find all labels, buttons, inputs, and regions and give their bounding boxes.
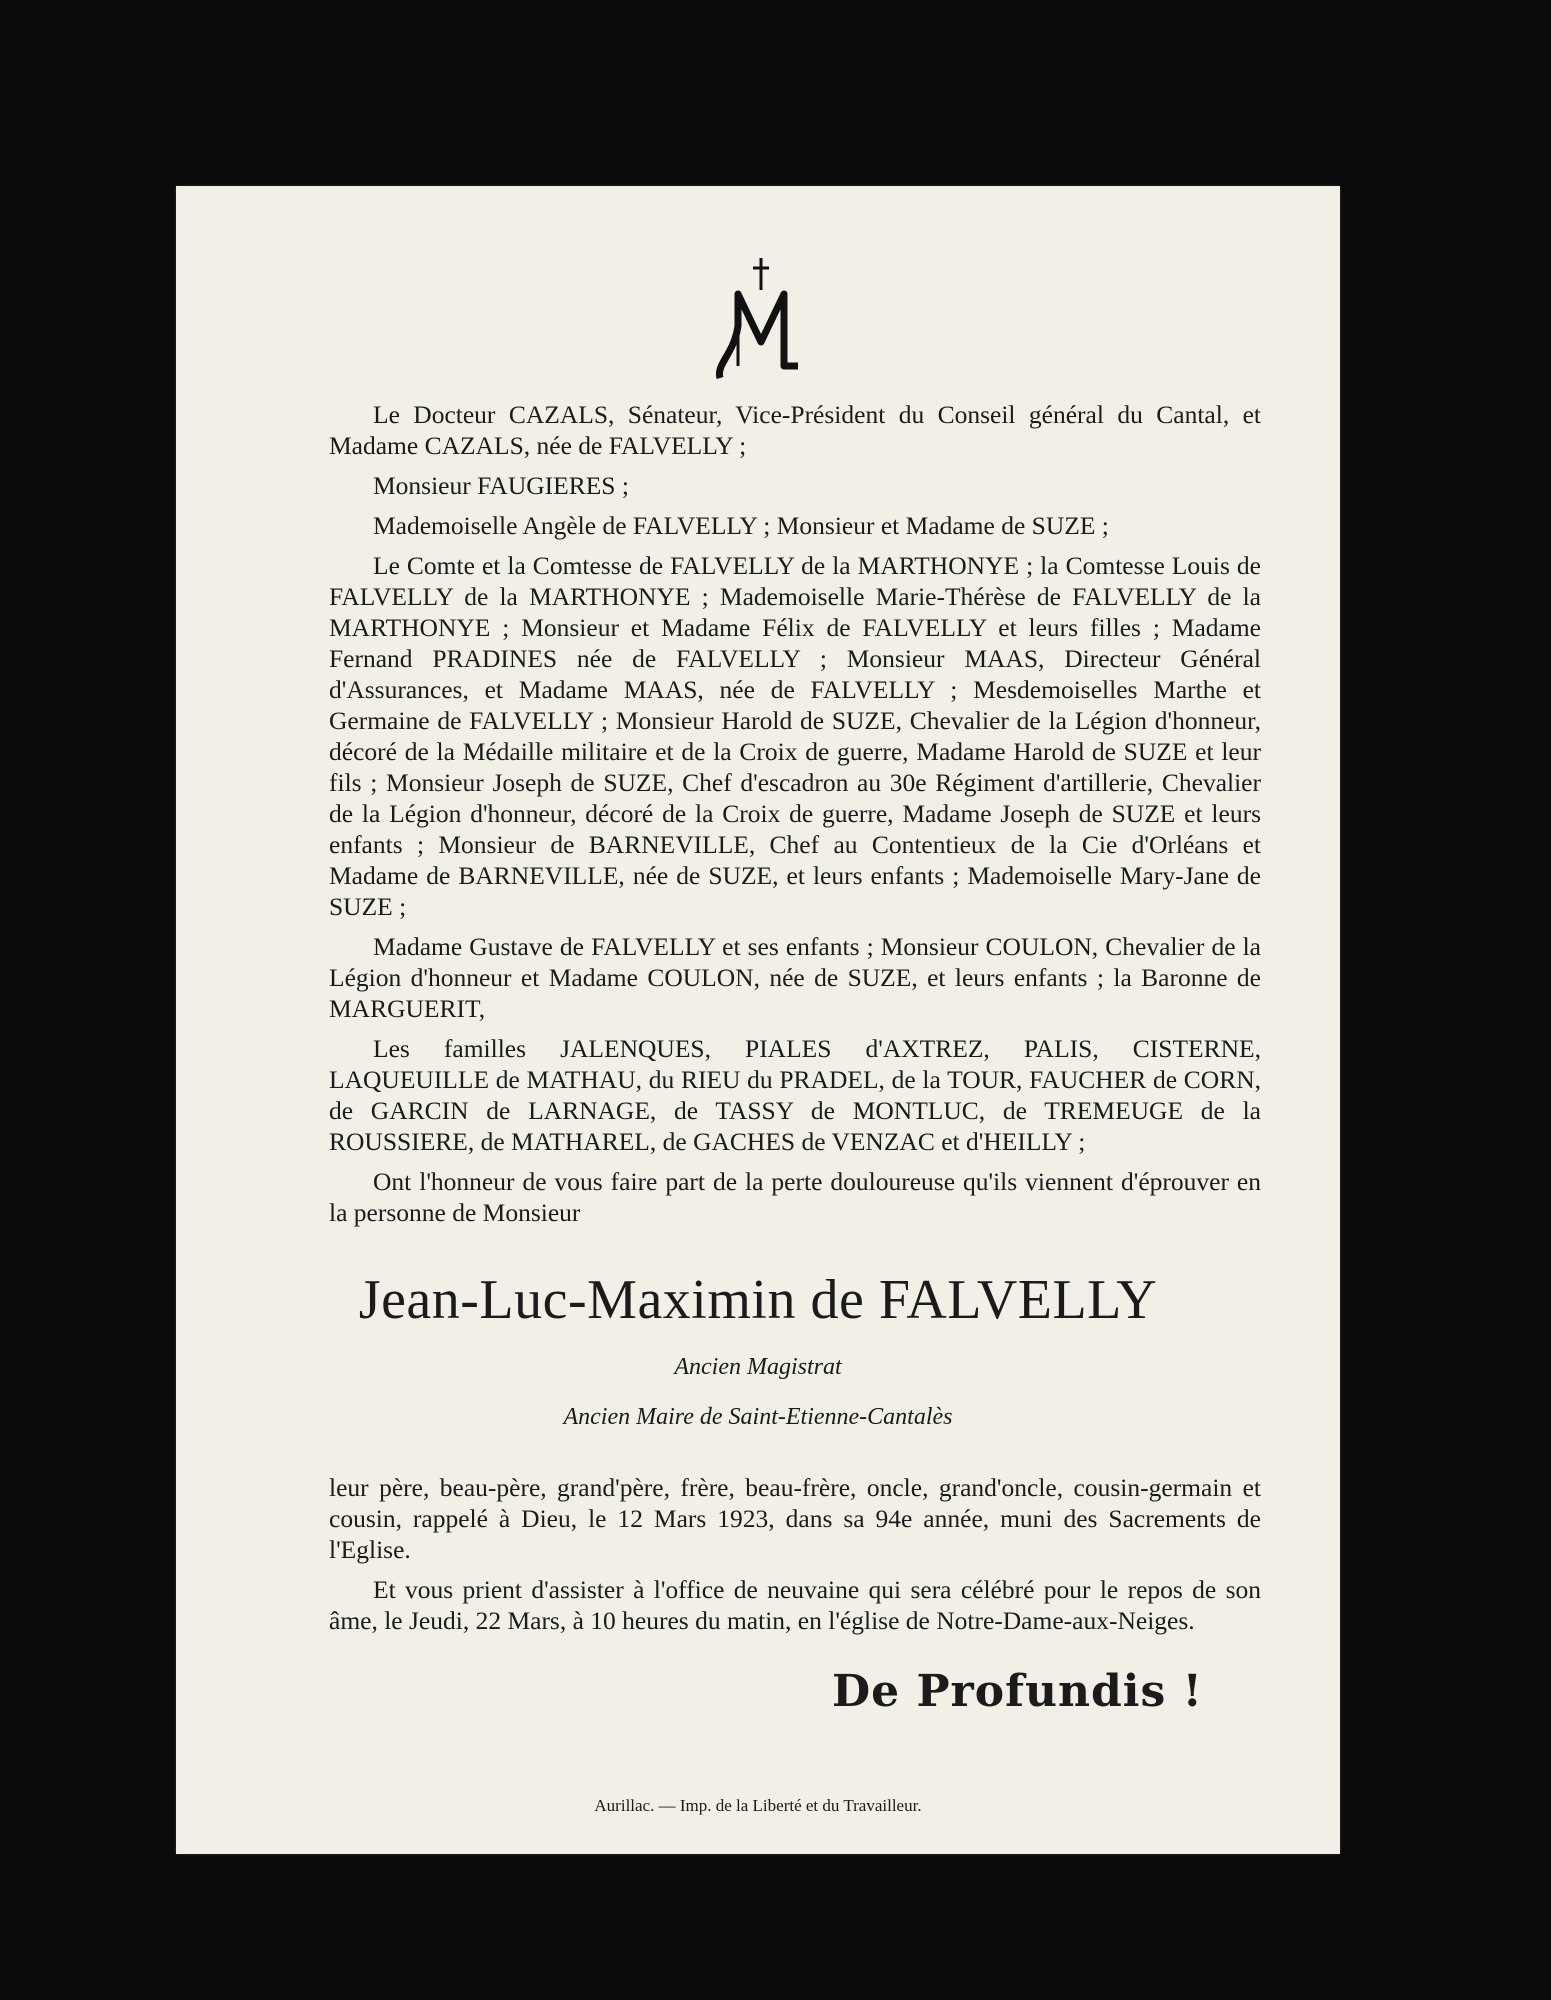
closing-de-profundis: De Profundis ! bbox=[832, 1666, 1203, 1717]
printer-credit: Aurillac. — Imp. de la Liberté et du Travailleur. bbox=[594, 1796, 922, 1815]
paragraph-family-list: Le Comte et la Comtesse de FALVELLY de la MARTHONYE ; la Comtesse Louis de FALVELLY de la MARTHONYE ; Mademoiselle Marie-Thérèse de FALVELLY de la MARTHONYE ; Monsieur et Madame Félix de FALVELLY et leurs filles ; Madame Fernand PRADINES née de FALVELLY ; Monsieur MAAS, Directeur Général d'Assurances, et Madame MAAS, née de FALVELLY ; Mesdemoiselles Marthe et Germaine de FALVELLY ; Monsieur Harold de SUZE, Chevalier de la Légion d'honneur, décoré de la Médaille militaire et de la Croix de guerre, Madame Harold de SUZE et leur fils ; Monsieur Joseph de SUZE, Chef d'escadron au 30e Régiment d'artillerie, Chevalier de la Légion d'honneur, décoré de la Croix de guerre, Madame Joseph de SUZE et leurs enfants ; Monsieur de BARNEVILLE, Chef au Contentieux de la Cie d'Orléans et Madame de BARNEVILLE, née de SUZE, et leurs enfants ; Mademoiselle Mary-Jane de SUZE ; bbox=[329, 551, 1261, 921]
paragraph-invitation: Et vous prient d'assister à l'office de neuvaine qui sera célébré pour le repos de son âme, le Jeudi, 22 Mars, à 10 heures du matin, en l'église de Notre-Dame-aux-Neiges. bbox=[329, 1575, 1261, 1635]
paragraph-faugieres: Monsieur FAUGIERES ; bbox=[373, 471, 629, 500]
paragraph-angele: Mademoiselle Angèle de FALVELLY ; Monsieur et Madame de SUZE ; bbox=[373, 511, 1109, 540]
announcement-body bbox=[329, 399, 1261, 1237]
paragraph-relations: leur père, beau-père, grand'père, frère, beau-frère, oncle, grand'oncle, cousin-germain et cousin, rappelé à Dieu, le 12 Mars 1923, dans sa 94e année, muni des Sacrements de l'Eglise. bbox=[329, 1473, 1261, 1564]
title-magistrat: Ancien Magistrat bbox=[674, 1354, 842, 1380]
paragraph-announcement: Ont l'honneur de vous faire part de la perte douloureuse qu'ils viennent d'éprouver en la personne de Monsieur bbox=[329, 1167, 1261, 1227]
title-maire: Ancien Maire de Saint-Etienne-Cantalès bbox=[563, 1404, 953, 1430]
details-body bbox=[329, 1472, 1261, 1645]
paragraph-cazals: Le Docteur CAZALS, Sénateur, Vice-Président du Conseil général du Cantal, et Madame CAZALS, née de FALVELLY ; bbox=[329, 400, 1261, 460]
deceased-name: Jean-Luc-Maximin de FALVELLY bbox=[358, 1269, 1158, 1331]
obituary-card bbox=[176, 186, 1340, 1854]
paragraph-families: Les familles JALENQUES, PIALES d'AXTREZ, PALIS, CISTERNE, LAQUEUILLE de MATHAU, du RIEU du PRADEL, de la TOUR, FAUCHER de CORN, de GARCIN de LARNAGE, de TASSY de MONTLUC, de TREMEUGE de la ROUSSIERE, de MATHAREL, de GACHES de VENZAC et d'HEILLY ; bbox=[329, 1034, 1261, 1156]
paragraph-gustave: Madame Gustave de FALVELLY et ses enfants ; Monsieur COULON, Chevalier de la Légion d'honneur et Madame COULON, née de SUZE, et leurs enfants ; la Baronne de MARGUERIT, bbox=[329, 932, 1261, 1023]
cross-monogram-icon bbox=[706, 256, 816, 386]
